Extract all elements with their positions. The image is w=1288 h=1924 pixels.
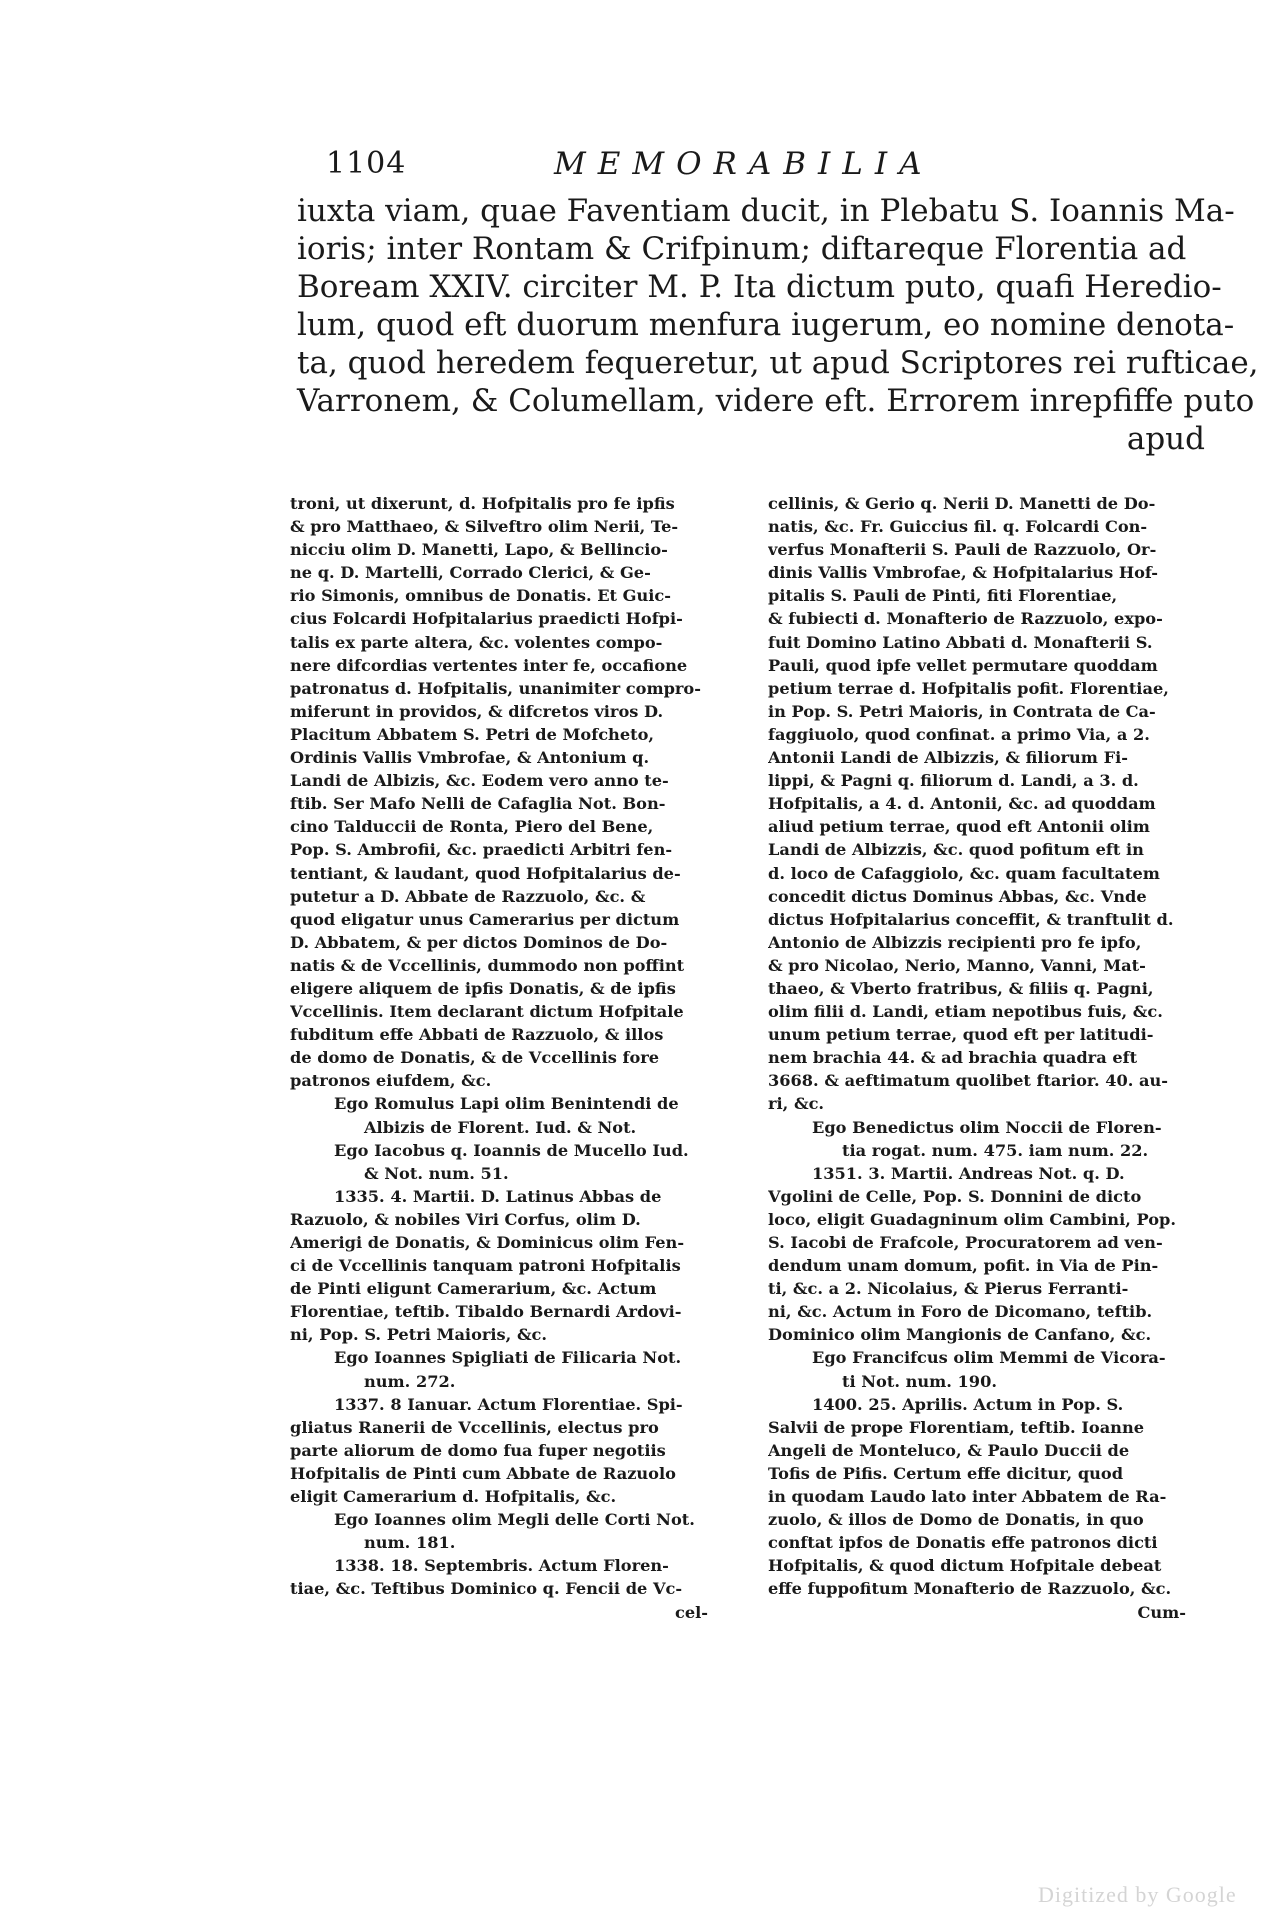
column-line: gliatus Ranerii de Vccellinis, electus pro [290,1417,659,1437]
column-line: patronos eiufdem, &c. [290,1071,492,1091]
column-line: Amerigi de Donatis, & Dominicus olim Fen- [290,1233,685,1252]
column-line: in Pop. S. Petri Maioris, in Contrata de Ca- [768,701,1156,721]
dated-entry: 1335. 4. Martii. D. Latinus Abbas de [334,1186,662,1206]
column-line: patronatus d. Hofpitalis, unanimiter compro- [290,678,701,698]
catchword: apud [1126,421,1205,457]
main-text-line: Boream XXIV. circiter M. P. Ita dictum puto, quafi Heredio- [297,269,1222,305]
digitization-watermark: Digitized by Google [1038,1882,1237,1907]
column-line: dendum unam domum, pofit. in Via de Pin- [768,1256,1159,1276]
column-line: cius Folcardi Hofpitalarius praedicti Hofpi- [290,609,683,629]
column-line: de domo de Donatis, & de Vccellinis fore [290,1048,660,1068]
column-line: nicciu olim D. Manetti, Lapo, & Bellincio- [290,540,668,560]
column-line: ni, Pop. S. Petri Maioris, &c. [290,1325,548,1345]
column-line: natis, &c. Fr. Guiccius fil. q. Folcardi Con- [768,517,1148,537]
column-line: petium terrae d. Hofpitalis pofit. Florentiae, [768,678,1169,698]
main-text-block [297,192,1259,458]
column-line: quod eligatur unus Camerarius per dictum [290,909,680,929]
column-line: Hofpitalis, & quod dictum Hofpitale debeat [768,1556,1162,1576]
column-line: rio Simonis, omnibus de Donatis. Et Guic- [290,586,671,606]
column-line: tiae, &c. Teftibus Dominico q. Fencii de Vc- [290,1579,683,1599]
column-line: Hofpitalis de Pinti cum Abbate de Razuolo [290,1463,676,1483]
column-line: ci de Vccellinis tanquam patroni Hofpitalis [290,1256,681,1276]
main-text-line: Varronem, & Columellam, videre eft. Errorem inrepfiffe puto [297,383,1255,419]
column-line: d. loco de Cafaggiolo, &c. quam facultatem [768,863,1160,883]
notary-signature: & Not. num. 51. [364,1163,509,1183]
dated-entry: 1351. 3. Martii. Andreas Not. q. D. [812,1163,1125,1183]
column-line: lippi, & Pagni q. filiorum d. Landi, a 3. d. [768,771,1139,791]
column-line: in quodam Laudo lato inter Abbatem de Ra- [768,1487,1167,1507]
main-text-line: lum, quod eft duorum menfura iugerum, eo nomine denota- [297,307,1235,343]
dated-entry: 1400. 25. Aprilis. Actum in Pop. S. [812,1394,1124,1414]
column-line: & pro Matthaeo, & Silveftro olim Nerii, Te- [290,517,679,537]
column-line: dinis Vallis Vmbrofae, & Hofpitalarius Hof- [768,563,1159,583]
column-line: effe fuppofitum Monafterio de Razzuolo, &c. [768,1579,1172,1599]
column-line: concedit dictus Dominus Abbas, &c. Vnde [768,886,1147,906]
column-line: eligit Camerarium d. Hofpitalis, &c. [290,1487,617,1507]
main-text-line: ta, quod heredem fequeretur, ut apud Scriptores rei rufticae, [297,345,1259,381]
main-text-line: iuxta viam, quae Faventiam ducit, in Plebatu S. Ioannis Ma- [297,193,1235,229]
left-column [290,492,718,1624]
page-header [326,146,1206,186]
column-line: Placitum Abbatem S. Petri de Mofcheto, [290,724,655,744]
column-line: olim filii d. Landi, etiam nepotibus fuis, &c. [768,1002,1163,1022]
column-line: D. Abbatem, & per dictos Dominos de Do- [290,932,668,952]
notary-signature: Ego Ioannes olim Megli delle Corti Not. [334,1510,695,1530]
column-line: unum petium terrae, quod eft per latitudi- [768,1025,1154,1045]
column-line: thaeo, & Vberto fratribus, & filiis q. Pagni, [768,978,1154,998]
column-line: miferunt in providos, & difcretos viros D. [290,701,664,721]
column-line: fuit Domino Latino Abbati d. Monafterii S. [768,632,1153,652]
column-line: aliud petium terrae, quod eft Antonii olim [768,817,1150,837]
column-line: Landi de Albizis, &c. Eodem vero anno te- [290,771,669,791]
column-line: nere difcordias vertentes inter fe, occafione [290,655,688,675]
notary-signature: ti Not. num. 190. [842,1371,997,1391]
column-line: tentiant, & laudant, quod Hofpitalarius de- [290,863,681,883]
notary-signature: Ego Benedictus olim Noccii de Floren- [812,1117,1162,1137]
notary-signature: num. 272. [364,1371,456,1391]
column-line: ne q. D. Martelli, Corrado Clerici, & Ge- [290,563,651,583]
column-line: Antonii Landi de Albizzis, & filiorum Fi- [768,748,1128,768]
column-line: talis ex parte altera, &c. volentes compo- [290,632,663,652]
column-line: troni, ut dixerunt, d. Hofpitalis pro fe ipfis [290,494,675,513]
right-column [768,492,1196,1624]
column-line: parte aliorum de domo fua fuper negotiis [290,1440,666,1460]
column-line: Tofis de Pifis. Certum effe dicitur, quod [768,1463,1124,1483]
column-line: Ordinis Vallis Vmbrofae, & Antonium q. [290,748,650,768]
dated-entry: 1338. 18. Septembris. Actum Floren- [334,1556,669,1576]
column-line: Pauli, quod ipfe vellet permutare quoddam [768,655,1158,675]
dated-entry: 1337. 8 Ianuar. Actum Florentiae. Spi- [334,1394,683,1414]
notary-signature: num. 181. [364,1533,456,1553]
column-line: S. Iacobi de Frafcole, Procuratorem ad ven- [768,1233,1163,1252]
column-line: & fubiecti d. Monafterio de Razzuolo, expo- [768,609,1163,629]
column-line: fubditum effe Abbati de Razzuolo, & illos [290,1025,664,1045]
column-line: Pop. S. Ambrofii, &c. praedicti Arbitri fen- [290,840,673,860]
column-line: Razuolo, & nobiles Viri Corfus, olim D. [290,1209,641,1229]
column-line: putetur a D. Abbate de Razzuolo, &c. & [290,886,646,906]
column-catchword: cel- [674,1602,708,1622]
column-line: ri, &c. [768,1094,825,1114]
column-line: verfus Monafterii S. Pauli de Razzuolo, Or- [768,540,1157,560]
column-line: pitalis S. Pauli de Pinti, fiti Florentiae, [768,586,1118,606]
notary-signature: Ego Francifcus olim Memmi de Vicora- [812,1348,1166,1368]
page-number: 1104 [326,146,407,181]
column-line: ni, &c. Actum in Foro de Dicomano, teftib. [768,1302,1153,1322]
column-line: zuolo, & illos de Domo de Donatis, in quo [768,1510,1144,1530]
column-line: 3668. & aeftimatum quolibet ftarior. 40. au- [768,1071,1168,1091]
column-line: Landi de Albizzis, &c. quod pofitum eft in [768,840,1144,860]
column-line: & pro Nicolao, Nerio, Manno, Vanni, Mat- [768,955,1146,975]
notary-signature: tia rogat. num. 475. iam num. 22. [842,1140,1149,1160]
column-line: ti, &c. a 2. Nicolaius, & Pierus Ferranti- [768,1279,1129,1299]
column-line: Florentiae, teftib. Tibaldo Bernardi Ardovi- [290,1302,682,1322]
notary-signature: Albizis de Florent. Iud. & Not. [364,1117,637,1137]
column-line: Angeli de Monteluco, & Paulo Duccii de [768,1440,1130,1460]
column-line: eligere aliquem de ipfis Donatis, & de ipfis [290,978,676,998]
column-line: dictus Hofpitalarius conceffit, & tranftulit d. [768,909,1174,929]
column-line: faggiuolo, quod confinat. a primo Via, a 2. [768,724,1150,744]
column-line: Vgolini de Celle, Pop. S. Donnini de dicto [768,1186,1142,1206]
column-line: ftib. Ser Mafo Nelli de Cafaglia Not. Bon- [290,794,666,814]
column-line: Salvii de prope Florentiam, teftib. Ioanne [768,1417,1145,1437]
column-line: Dominico olim Mangionis de Canfano, &c. [768,1325,1152,1345]
column-line: de Pinti eligunt Camerarium, &c. Actum [290,1279,657,1299]
column-line: Vccellinis. Item declarant dictum Hofpitale [290,1002,684,1022]
column-line: loco, eligit Guadagninum olim Cambini, Pop. [768,1209,1176,1229]
notary-signature: Ego Iacobus q. Ioannis de Mucello Iud. [334,1140,689,1160]
column-line: conftat ipfos de Donatis effe patronos dicti [768,1533,1158,1553]
column-line: cino Talduccii de Ronta, Piero del Bene, [290,817,654,837]
running-title: MEMORABILIA [554,146,934,182]
column-line: natis & de Vccellinis, dummodo non poffint [290,955,685,975]
column-line: Antonio de Albizzis recipienti pro fe ipfo, [768,932,1142,952]
notary-signature: Ego Romulus Lapi olim Benintendi de [334,1094,679,1114]
column-line: nem brachia 44. & ad brachia quadra eft [768,1048,1138,1068]
column-line: Hofpitalis, a 4. d. Antonii, &c. ad quoddam [768,794,1156,814]
notary-signature: Ego Ioannes Spigliati de Filicaria Not. [334,1348,682,1368]
column-line: cellinis, & Gerio q. Nerii D. Manetti de Do- [768,494,1156,513]
main-text-line: ioris; inter Rontam & Crifpinum; diftareque Florentia ad [297,231,1187,267]
column-catchword: Cum- [1137,1602,1186,1622]
